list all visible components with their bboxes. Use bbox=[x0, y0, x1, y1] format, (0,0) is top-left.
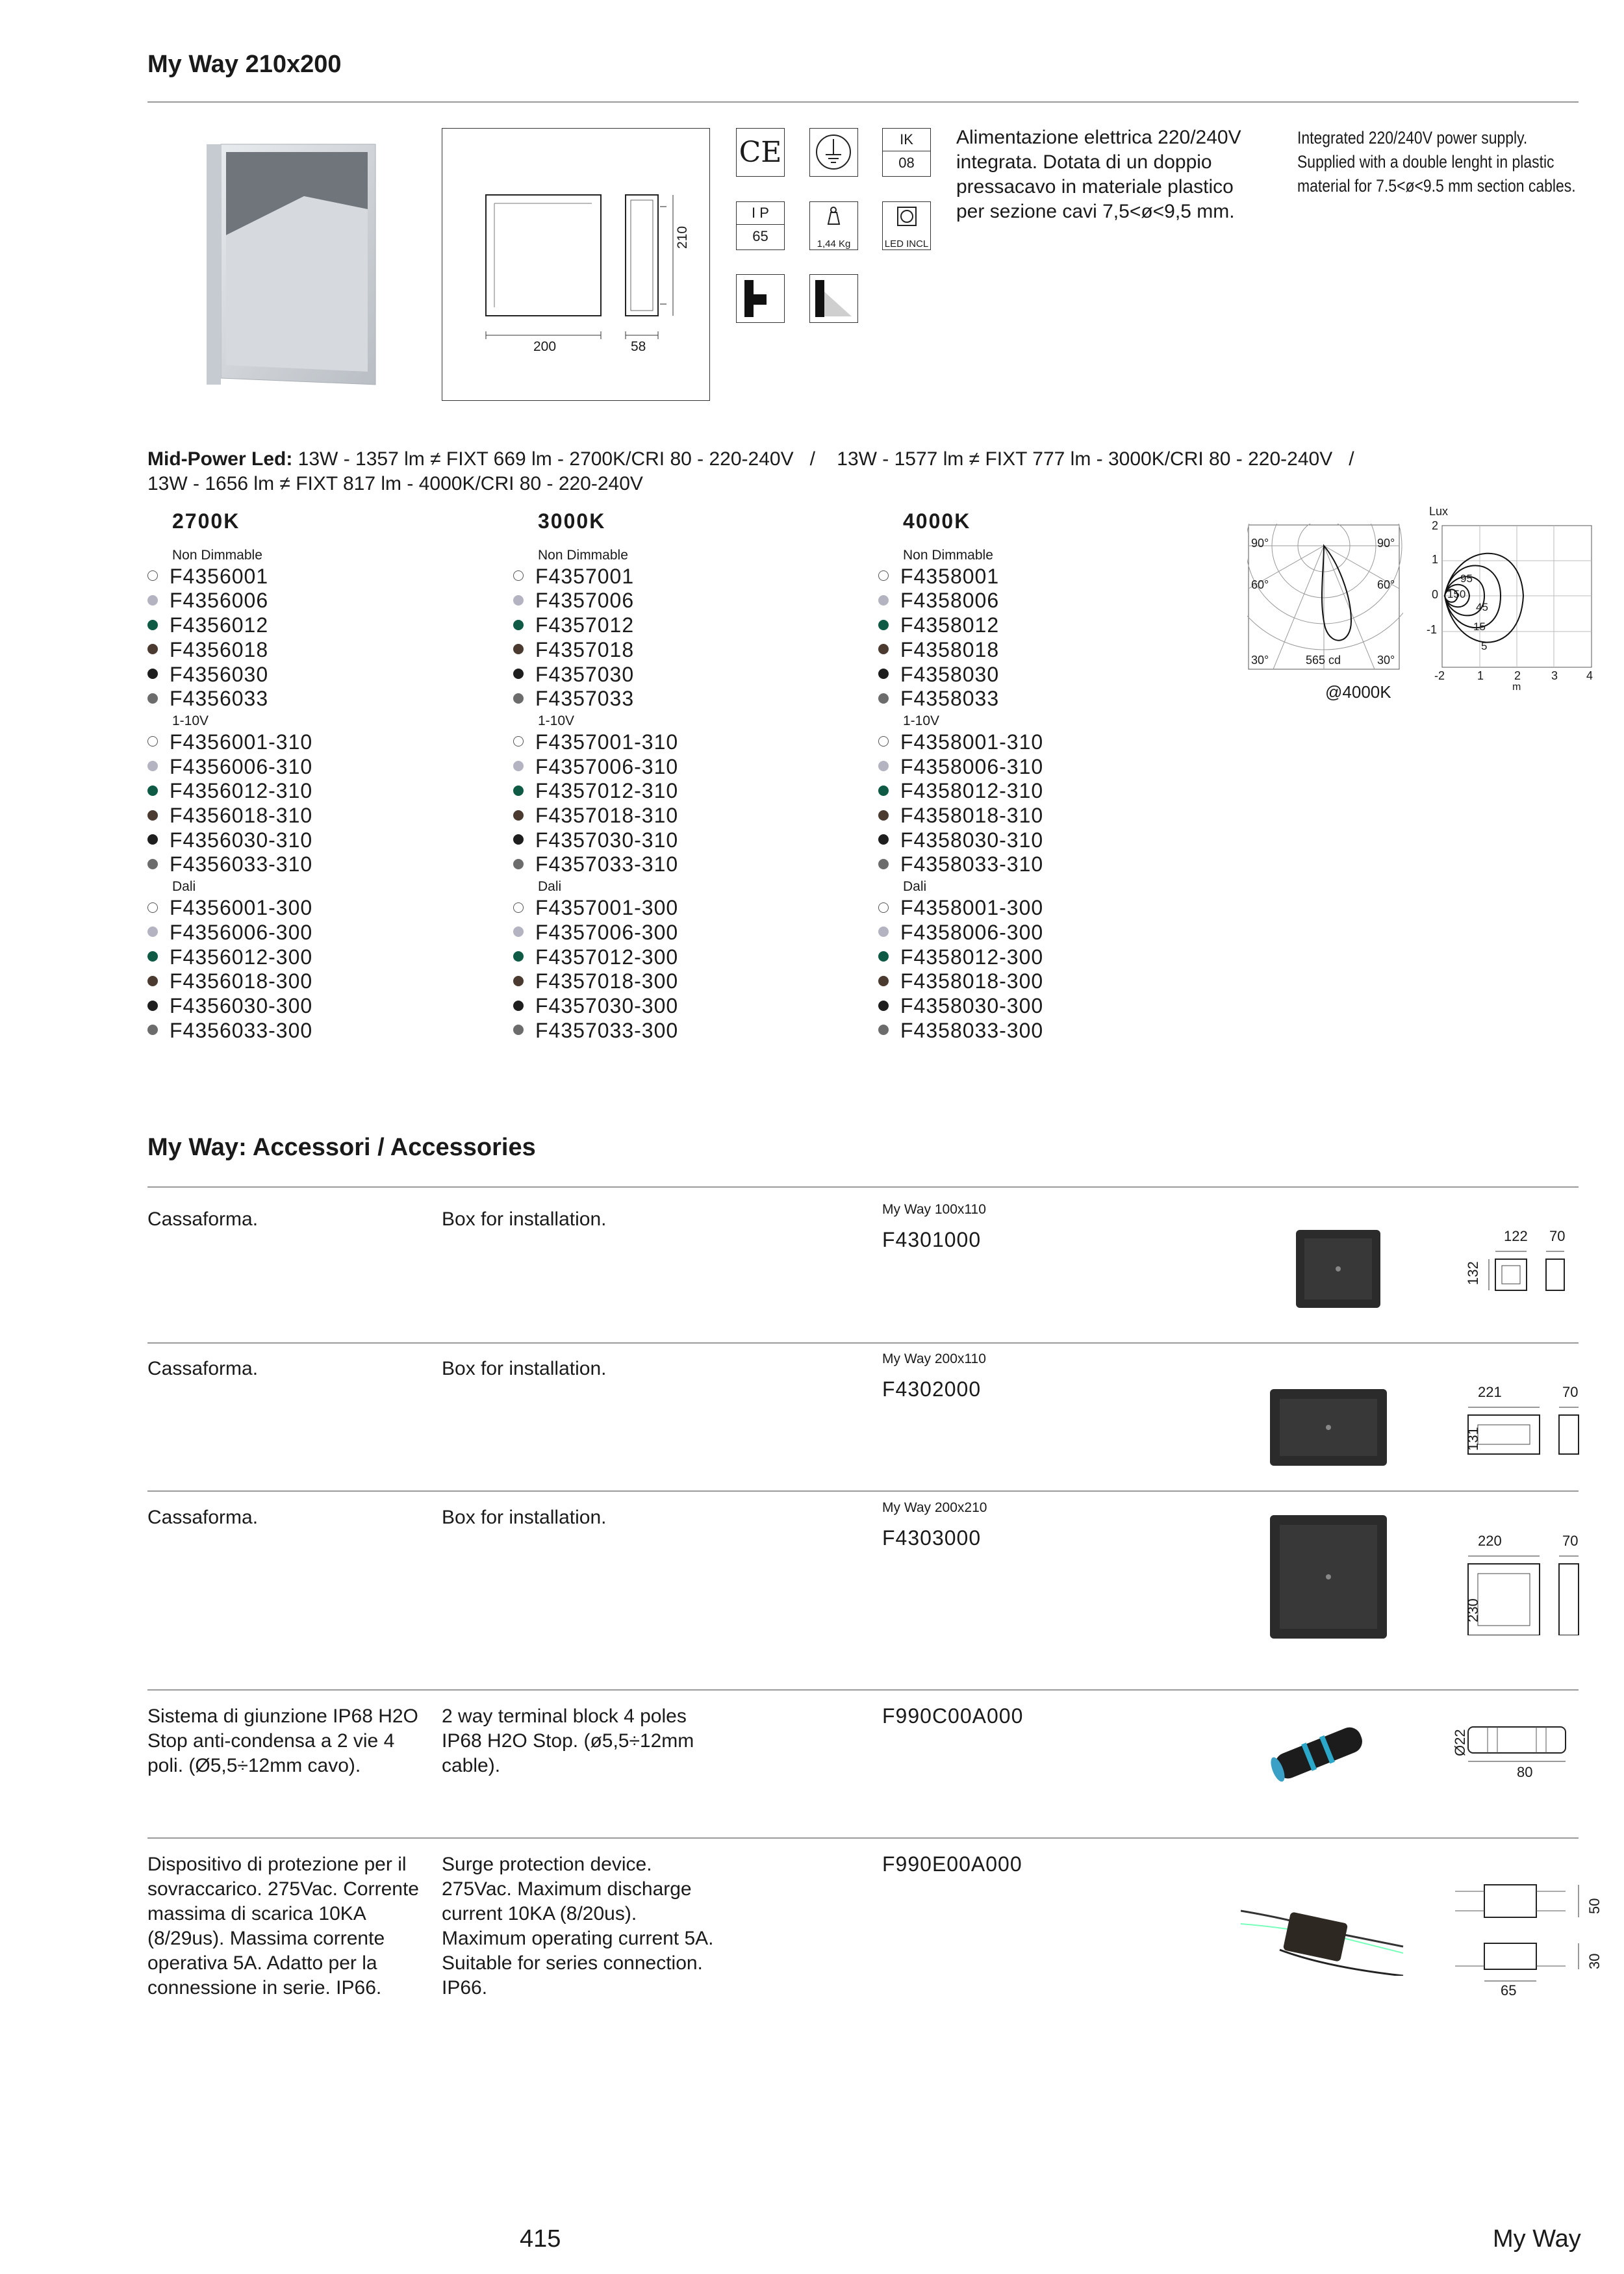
color-swatch-grey bbox=[147, 761, 158, 771]
dimming-group-label: Non Dimmable bbox=[903, 547, 993, 563]
product-code: F4357012-300 bbox=[535, 945, 679, 969]
product-code-row bbox=[513, 921, 678, 945]
accessory-code: F4303000 bbox=[882, 1526, 982, 1550]
product-code: F4356012 bbox=[170, 613, 269, 637]
dim-label-height: 132 bbox=[1465, 1261, 1481, 1285]
column-heading: 3000K bbox=[538, 509, 606, 533]
product-code-row bbox=[878, 969, 1043, 994]
product-code: F4356030-310 bbox=[170, 828, 313, 852]
polar-30-right: 30° bbox=[1377, 654, 1395, 667]
light-emission-icon bbox=[809, 274, 858, 323]
product-code-row bbox=[878, 565, 1043, 589]
polar-90-right: 90° bbox=[1377, 537, 1395, 550]
color-swatch-grey bbox=[147, 595, 158, 606]
product-code-row bbox=[147, 638, 312, 663]
product-code-row bbox=[513, 779, 678, 804]
product-code: F4357033-310 bbox=[535, 852, 679, 876]
polar-candela: 565 cd bbox=[1306, 654, 1341, 667]
color-swatch-anthracite bbox=[878, 859, 889, 869]
polar-diagram bbox=[1247, 524, 1403, 673]
product-code-row bbox=[878, 945, 1043, 970]
product-code: F4357018-300 bbox=[535, 969, 679, 993]
description-italian: Alimentazione elettrica 220/240V integrata. Dotata di un doppio pressacavo in materiale plastico per sezione cavi 7,5<ø<9,5 mm. bbox=[956, 127, 1241, 222]
product-code: F4358033-300 bbox=[900, 1018, 1044, 1042]
color-swatch-white bbox=[513, 902, 524, 913]
product-code: F4356001-300 bbox=[170, 896, 313, 920]
accessory-divider bbox=[147, 1689, 1579, 1691]
led-spec-label: Mid-Power Led: bbox=[147, 448, 293, 470]
product-code: F4356001 bbox=[170, 564, 269, 588]
dimming-group-label: 1-10V bbox=[538, 713, 575, 728]
color-swatch-grey bbox=[513, 761, 524, 771]
led-spec-text-1: 13W - 1357 lm ≠ FIXT 669 lm - 2700K/CRI 80 - 220-240V / 13W - 1577 lm ≠ FIXT 777 lm - 3000K/CRI 80 - 220-240V / bbox=[292, 448, 1354, 470]
product-code-row bbox=[147, 687, 312, 711]
color-swatch-black bbox=[878, 669, 889, 679]
product-code-row bbox=[147, 1019, 312, 1043]
lux-unit: m bbox=[1512, 682, 1521, 693]
color-swatch-black bbox=[147, 834, 158, 845]
lux-x3: 3 bbox=[1551, 669, 1558, 682]
color-swatch-green bbox=[878, 951, 889, 962]
product-code-row bbox=[513, 638, 678, 663]
lux-x4: 4 bbox=[1586, 669, 1593, 682]
product-code-row bbox=[878, 804, 1043, 828]
product-code-row bbox=[147, 969, 312, 994]
product-code-row bbox=[147, 589, 312, 613]
ce-icon: CE bbox=[736, 128, 785, 177]
accessory-desc-en: Box for installation. bbox=[442, 1208, 607, 1230]
lux-x2: 2 bbox=[1514, 669, 1521, 682]
product-code: F4358012-300 bbox=[900, 945, 1044, 969]
accessory-desc-en: 2 way terminal block 4 poles IP68 H2O Stop. (ø5,5÷12mm cable). bbox=[442, 1706, 694, 1776]
product-code: F4357030 bbox=[535, 662, 635, 686]
dim-label-height-bottom: 30 bbox=[1586, 1953, 1603, 1969]
accessory-desc-it: Dispositivo di protezione per il sovraccarico. 275Vac. Corrente massima di scarica 10KA (8/29us). Massima corrente operativa 5A. Adatto per la connessione in serie. IP66. bbox=[147, 1854, 419, 1999]
color-swatch-white bbox=[878, 570, 889, 581]
lux-5: 5 bbox=[1481, 640, 1488, 652]
accessory-photo bbox=[1267, 1512, 1390, 1642]
ground-icon bbox=[809, 128, 858, 177]
product-code-row bbox=[513, 896, 678, 921]
lux-150: 150 bbox=[1447, 588, 1466, 600]
color-swatch-anthracite bbox=[147, 859, 158, 869]
color-swatch-black bbox=[513, 1001, 524, 1011]
dimming-group-label: Dali bbox=[538, 879, 562, 895]
product-code-row bbox=[513, 613, 678, 638]
lux-diagram bbox=[1416, 505, 1598, 705]
lux-xm2: -2 bbox=[1434, 669, 1445, 682]
product-code: F4358018 bbox=[900, 637, 1000, 661]
accessory-divider bbox=[147, 1490, 1579, 1492]
accessory-photo bbox=[1241, 1872, 1410, 1976]
product-code: F4358030-300 bbox=[900, 993, 1044, 1017]
product-code-row bbox=[147, 663, 312, 687]
product-code-row bbox=[147, 896, 312, 921]
dimension-drawing bbox=[442, 128, 710, 401]
product-code-row bbox=[878, 589, 1043, 613]
led-spec-line-1 bbox=[147, 447, 1577, 472]
color-swatch-grey bbox=[878, 926, 889, 937]
product-code-row bbox=[878, 779, 1043, 804]
product-code: F4356012-310 bbox=[170, 779, 313, 803]
color-swatch-black bbox=[147, 1001, 158, 1011]
color-swatch-green bbox=[513, 786, 524, 796]
product-code: F4358033-310 bbox=[900, 852, 1044, 876]
product-code: F4357001 bbox=[535, 564, 635, 588]
accessory-code: F990C00A000 bbox=[882, 1704, 1024, 1728]
product-code-row bbox=[513, 945, 678, 970]
color-swatch-anthracite bbox=[513, 693, 524, 704]
title-divider bbox=[147, 101, 1579, 103]
product-code-row bbox=[513, 565, 678, 589]
product-code: F4357030-310 bbox=[535, 828, 679, 852]
lux-title: Lux bbox=[1429, 505, 1449, 518]
color-swatch-white bbox=[878, 736, 889, 747]
color-swatch-black bbox=[878, 1001, 889, 1011]
product-code: F4357012-310 bbox=[535, 779, 679, 803]
accessory-code: F990E00A000 bbox=[882, 1852, 1022, 1876]
color-swatch-green bbox=[147, 786, 158, 796]
led-included-icon: LED INCL bbox=[882, 201, 931, 250]
product-code-row bbox=[147, 945, 312, 970]
product-code-row bbox=[878, 1019, 1043, 1043]
product-code: F4357006-310 bbox=[535, 754, 679, 778]
product-code-row bbox=[878, 663, 1043, 687]
accessory-model: My Way 200x110 bbox=[882, 1351, 986, 1366]
color-swatch-brown bbox=[513, 644, 524, 654]
color-swatch-grey bbox=[147, 926, 158, 937]
color-swatch-black bbox=[513, 669, 524, 679]
product-code: F4357001-310 bbox=[535, 730, 679, 754]
product-code: F4358030-310 bbox=[900, 828, 1044, 852]
dim-height: 210 bbox=[675, 225, 690, 249]
product-photo bbox=[207, 138, 382, 388]
dim-width: 200 bbox=[533, 339, 557, 354]
color-swatch-green bbox=[878, 786, 889, 796]
lux-95: 95 bbox=[1460, 572, 1473, 585]
color-swatch-anthracite bbox=[513, 1025, 524, 1035]
product-code: F4357018 bbox=[535, 637, 635, 661]
color-swatch-anthracite bbox=[878, 1025, 889, 1035]
accessories-divider bbox=[147, 1186, 1579, 1188]
product-code-row bbox=[513, 730, 678, 755]
color-swatch-brown bbox=[513, 976, 524, 986]
page-title: My Way 210x200 bbox=[147, 51, 342, 78]
dimming-group-label: Dali bbox=[903, 879, 927, 895]
product-code-row bbox=[878, 896, 1043, 921]
product-code: F4356018-310 bbox=[170, 804, 313, 828]
color-swatch-grey bbox=[878, 595, 889, 606]
product-code-row bbox=[147, 804, 312, 828]
product-code-row bbox=[147, 755, 312, 780]
product-code: F4357033-300 bbox=[535, 1018, 679, 1042]
product-code: F4358018-310 bbox=[900, 804, 1044, 828]
product-code: F4358006-310 bbox=[900, 754, 1044, 778]
lux-45: 45 bbox=[1476, 601, 1488, 613]
dim-label-diameter: Ø22 bbox=[1452, 1729, 1468, 1756]
accessory-desc-en: Box for installation. bbox=[442, 1507, 607, 1528]
dim-label-width: 221 bbox=[1478, 1384, 1502, 1400]
product-code-row bbox=[878, 687, 1043, 711]
color-swatch-green bbox=[513, 951, 524, 962]
accessory-desc-it: Cassaforma. bbox=[147, 1507, 259, 1528]
color-swatch-green bbox=[147, 951, 158, 962]
product-code-row bbox=[147, 565, 312, 589]
product-code-row bbox=[513, 994, 678, 1019]
wall-mount-icon bbox=[736, 274, 785, 323]
accessory-dimension-drawing bbox=[1449, 1872, 1592, 2002]
color-swatch-white bbox=[878, 902, 889, 913]
dim-depth: 58 bbox=[631, 339, 646, 354]
color-swatch-grey bbox=[513, 926, 524, 937]
accessory-desc-en: Surge protection device. 275Vac. Maximum discharge current 10KA (8/20us). Maximum operating current 5A. Suitable for series connection. IP66. bbox=[442, 1854, 714, 1999]
product-code-row bbox=[513, 663, 678, 687]
product-code: F4357030-300 bbox=[535, 993, 679, 1017]
product-code-row bbox=[878, 638, 1043, 663]
code-column-2700k bbox=[147, 509, 312, 1043]
code-column-3000k bbox=[513, 509, 678, 1043]
ip-rating-icon: I P 65 bbox=[736, 201, 785, 250]
color-swatch-anthracite bbox=[878, 693, 889, 704]
product-code: F4358001-300 bbox=[900, 896, 1044, 920]
product-code: F4356018-300 bbox=[170, 969, 313, 993]
dim-label-depth: 70 bbox=[1562, 1533, 1579, 1549]
product-code-row bbox=[147, 730, 312, 755]
dimming-group-label: Dali bbox=[172, 879, 196, 895]
color-swatch-green bbox=[147, 620, 158, 630]
dim-label-length: 80 bbox=[1517, 1764, 1533, 1780]
accessory-model: My Way 100x110 bbox=[882, 1202, 986, 1217]
product-code: F4356030 bbox=[170, 662, 269, 686]
accessory-code: F4301000 bbox=[882, 1228, 982, 1251]
dim-label-height: 131 bbox=[1465, 1427, 1481, 1451]
accessory-desc-it: Cassaforma. bbox=[147, 1358, 259, 1379]
accessory-model: My Way 200x210 bbox=[882, 1500, 987, 1515]
product-code: F4356018 bbox=[170, 637, 269, 661]
lux-ym1: -1 bbox=[1427, 623, 1438, 636]
product-code: F4356006 bbox=[170, 589, 269, 613]
product-code-row bbox=[147, 828, 312, 853]
product-code-row bbox=[147, 994, 312, 1019]
color-swatch-brown bbox=[147, 644, 158, 654]
color-swatch-white bbox=[147, 736, 158, 747]
color-swatch-brown bbox=[878, 810, 889, 821]
product-code: F4358012 bbox=[900, 613, 1000, 637]
product-code: F4357001-300 bbox=[535, 896, 679, 920]
polar-90-left: 90° bbox=[1251, 537, 1269, 550]
dimming-group-label: Non Dimmable bbox=[172, 547, 262, 563]
product-code-row bbox=[147, 852, 312, 877]
product-code: F4356001-310 bbox=[170, 730, 313, 754]
dim-label-width: 220 bbox=[1478, 1533, 1502, 1549]
color-swatch-brown bbox=[147, 810, 158, 821]
dim-label-depth: 70 bbox=[1562, 1384, 1579, 1400]
product-code-row bbox=[878, 852, 1043, 877]
polar-30-left: 30° bbox=[1251, 654, 1269, 667]
product-code-row bbox=[513, 828, 678, 853]
product-code-row bbox=[513, 969, 678, 994]
lux-y2: 2 bbox=[1432, 519, 1439, 532]
product-code-row bbox=[513, 1019, 678, 1043]
product-code: F4356006-300 bbox=[170, 920, 313, 944]
product-code-row bbox=[878, 828, 1043, 853]
accessory-photo bbox=[1260, 1717, 1377, 1789]
product-code-row bbox=[147, 921, 312, 945]
polar-caption: @4000K bbox=[1325, 682, 1391, 702]
polar-60-left: 60° bbox=[1251, 578, 1269, 591]
color-swatch-white bbox=[513, 570, 524, 581]
dim-label-length: 65 bbox=[1501, 1982, 1517, 1999]
product-code: F4357018-310 bbox=[535, 804, 679, 828]
product-code-row bbox=[513, 589, 678, 613]
product-code-row bbox=[878, 730, 1043, 755]
lux-15: 15 bbox=[1473, 620, 1486, 633]
color-swatch-grey bbox=[878, 761, 889, 771]
color-swatch-white bbox=[147, 902, 158, 913]
product-code: F4356006-310 bbox=[170, 754, 313, 778]
column-heading: 4000K bbox=[903, 509, 971, 533]
product-code: F4356033 bbox=[170, 687, 269, 711]
footer-product-name: My Way bbox=[1493, 2225, 1581, 2253]
color-swatch-brown bbox=[878, 644, 889, 654]
product-code-row bbox=[513, 852, 678, 877]
product-code-row bbox=[147, 779, 312, 804]
product-code: F4358030 bbox=[900, 662, 1000, 686]
product-code: F4358001 bbox=[900, 564, 1000, 588]
product-code-row bbox=[513, 687, 678, 711]
product-code-row bbox=[878, 921, 1043, 945]
dimming-group-label: Non Dimmable bbox=[538, 547, 628, 563]
color-swatch-black bbox=[147, 669, 158, 679]
accessory-desc-en: Box for installation. bbox=[442, 1358, 607, 1379]
dimming-group-label: 1-10V bbox=[903, 713, 940, 728]
product-code: F4357006 bbox=[535, 589, 635, 613]
product-code: F4358018-300 bbox=[900, 969, 1044, 993]
polar-60-right: 60° bbox=[1377, 578, 1395, 591]
dimming-group-label: 1-10V bbox=[172, 713, 209, 728]
product-code: F4357006-300 bbox=[535, 920, 679, 944]
led-spec-line-2: 13W - 1656 lm ≠ FIXT 817 lm - 4000K/CRI 80 - 220-240V bbox=[147, 473, 643, 494]
code-column-4000k bbox=[878, 509, 1043, 1043]
color-swatch-anthracite bbox=[513, 859, 524, 869]
color-swatch-white bbox=[147, 570, 158, 581]
color-swatch-anthracite bbox=[147, 693, 158, 704]
lux-y0: 0 bbox=[1432, 588, 1439, 601]
product-code-row bbox=[878, 613, 1043, 638]
accessory-divider bbox=[147, 1342, 1579, 1344]
lux-x1: 1 bbox=[1477, 669, 1484, 682]
color-swatch-black bbox=[878, 834, 889, 845]
accessory-photo bbox=[1293, 1227, 1384, 1311]
ik-rating-icon: IK 08 bbox=[882, 128, 931, 177]
product-code: F4358006-300 bbox=[900, 920, 1044, 944]
color-swatch-green bbox=[878, 620, 889, 630]
dim-label-height-top: 50 bbox=[1586, 1898, 1603, 1914]
product-code: F4357012 bbox=[535, 613, 635, 637]
color-swatch-anthracite bbox=[147, 1025, 158, 1035]
column-heading: 2700K bbox=[172, 509, 240, 533]
product-code: F4356033-300 bbox=[170, 1018, 313, 1042]
product-code-row bbox=[878, 755, 1043, 780]
weight-icon: 1,44 Kg bbox=[809, 201, 858, 250]
color-swatch-grey bbox=[513, 595, 524, 606]
dim-label-width: 122 bbox=[1504, 1228, 1528, 1244]
accessories-title: My Way: Accessori / Accessories bbox=[147, 1134, 536, 1161]
product-code: F4356012-300 bbox=[170, 945, 313, 969]
product-code: F4358001-310 bbox=[900, 730, 1044, 754]
page-number: 415 bbox=[520, 2225, 561, 2253]
product-code-row bbox=[513, 755, 678, 780]
accessory-divider bbox=[147, 1837, 1579, 1839]
accessory-photo bbox=[1267, 1386, 1390, 1470]
color-swatch-brown bbox=[878, 976, 889, 986]
accessory-code: F4302000 bbox=[882, 1377, 982, 1401]
product-code: F4358006 bbox=[900, 589, 1000, 613]
dim-label-height: 230 bbox=[1465, 1598, 1481, 1622]
product-code-row bbox=[878, 994, 1043, 1019]
product-code-row bbox=[513, 804, 678, 828]
product-code: F4357033 bbox=[535, 687, 635, 711]
accessory-desc-it: Cassaforma. bbox=[147, 1208, 259, 1230]
product-code: F4356033-310 bbox=[170, 852, 313, 876]
product-code: F4356030-300 bbox=[170, 993, 313, 1017]
lux-y1: 1 bbox=[1432, 553, 1439, 566]
color-swatch-brown bbox=[147, 976, 158, 986]
description-english: Integrated 220/240V power supply. Supplied with a double lenght in plastic material for 7.5<ø<9.5 mm section cables. bbox=[1297, 128, 1576, 196]
color-swatch-white bbox=[513, 736, 524, 747]
product-code: F4358012-310 bbox=[900, 779, 1044, 803]
dim-label-depth: 70 bbox=[1549, 1228, 1566, 1244]
product-code-row bbox=[147, 613, 312, 638]
accessory-desc-it: Sistema di giunzione IP68 H2O Stop anti-condensa a 2 vie 4 poli. (Ø5,5÷12mm cavo). bbox=[147, 1706, 418, 1776]
color-swatch-green bbox=[513, 620, 524, 630]
color-swatch-brown bbox=[513, 810, 524, 821]
color-swatch-black bbox=[513, 834, 524, 845]
product-code: F4358033 bbox=[900, 687, 1000, 711]
